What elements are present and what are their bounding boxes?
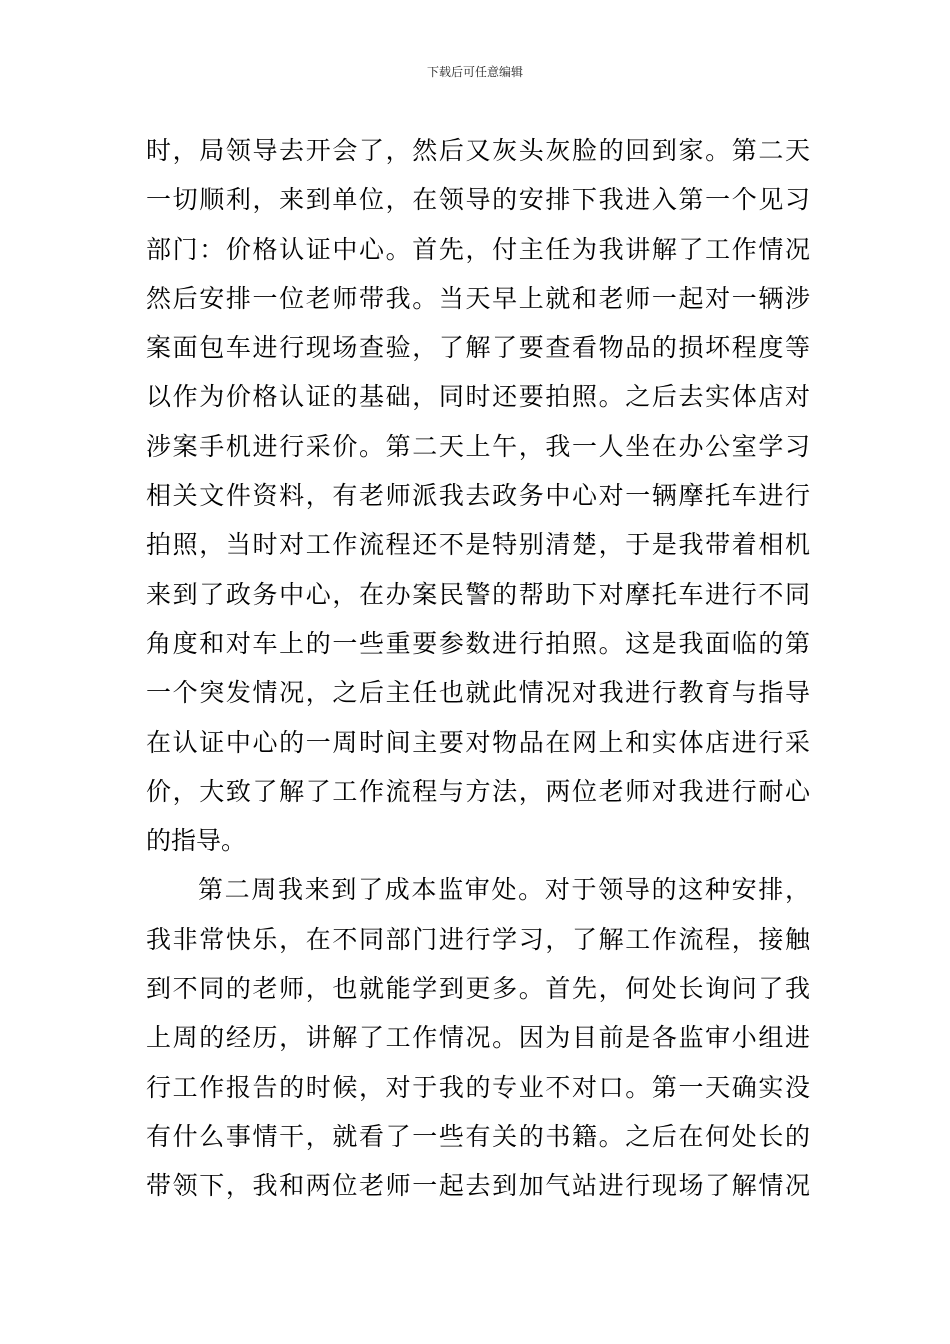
document-body xyxy=(146,126,810,1211)
text-line: 拍照，当时对工作流程还不是特别清楚，于是我带着相机 xyxy=(146,530,810,560)
text-line: 第二周我来到了成本监审处。对于领导的这种安排， xyxy=(198,875,810,905)
text-line: 以作为价格认证的基础，同时还要拍照。之后去实体店对 xyxy=(146,382,810,412)
text-line: 有什么事情干，就看了一些有关的书籍。之后在何处长的 xyxy=(146,1121,810,1151)
text-line: 的指导。 xyxy=(146,826,247,856)
text-line: 案面包车进行现场查验，了解了要查看物品的损坏程度等 xyxy=(146,333,810,363)
page-header: 下载后可任意编辑 xyxy=(426,65,523,79)
text-line: 来到了政务中心，在办案民警的帮助下对摩托车进行不同 xyxy=(146,579,810,609)
text-line: 一个突发情况，之后主任也就此情况对我进行教育与指导 xyxy=(146,678,810,708)
text-line: 我非常快乐，在不同部门进行学习，了解工作流程，接触 xyxy=(146,924,810,954)
text-line: 然后安排一位老师带我。当天早上就和老师一起对一辆涉 xyxy=(146,283,810,313)
text-line: 涉案手机进行采价。第二天上午，我一人坐在办公室学习 xyxy=(146,431,810,461)
text-line: 价，大致了解了工作流程与方法，两位老师对我进行耐心 xyxy=(146,776,810,806)
text-line: 时，局领导去开会了，然后又灰头灰脸的回到家。第二天 xyxy=(146,136,810,165)
text-line: 到不同的老师，也就能学到更多。首先，何处长询问了我 xyxy=(146,974,810,1004)
text-line: 部门：价格认证中心。首先，付主任为我讲解了工作情况 xyxy=(146,234,810,264)
text-line: 上周的经历，讲解了工作情况。因为目前是各监审小组进 xyxy=(146,1023,810,1053)
text-line: 带领下，我和两位老师一起去到加气站进行现场了解情况 xyxy=(146,1171,810,1201)
text-line: 相关文件资料，有老师派我去政务中心对一辆摩托车进行 xyxy=(146,481,810,511)
text-line: 一切顺利，来到单位，在领导的安排下我进入第一个见习 xyxy=(146,185,810,215)
paragraph-1 xyxy=(146,126,810,865)
text-line: 在认证中心的一周时间主要对物品在网上和实体店进行采 xyxy=(146,727,810,757)
text-line: 角度和对车上的一些重要参数进行拍照。这是我面临的第 xyxy=(146,628,810,658)
text-line: 行工作报告的时候，对于我的专业不对口。第一天确实没 xyxy=(146,1072,810,1102)
paragraph-2 xyxy=(146,865,810,1210)
